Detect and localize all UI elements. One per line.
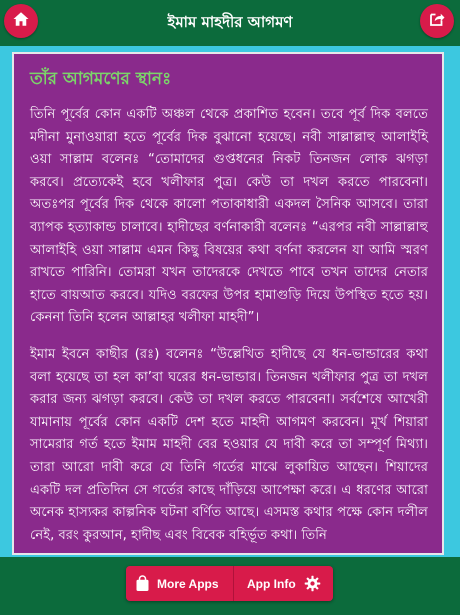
gear-icon	[304, 575, 321, 592]
app-info-label: App Info	[247, 576, 296, 591]
home-button[interactable]	[4, 4, 38, 38]
home-icon	[12, 10, 30, 32]
footer-button-group	[126, 566, 333, 601]
share-icon	[428, 10, 446, 32]
app-info-button[interactable]	[234, 566, 333, 601]
share-button[interactable]	[420, 4, 454, 38]
top-app-bar	[0, 0, 460, 46]
page-title: ইমাম মাহদীর আগমণ	[167, 12, 293, 31]
article-paragraph-1: তিনি পূর্বের কোন একটি অঞ্চল থেকে প্রকাশিত হবেন। তবে পূর্ব দিক বলতে মদীনা মুনাওয়ারা হতে পূর্বের দিক বুঝানো হয়েছে। নবী সাল্লাল্লাহু আলাইহি ওয়া সাল্লাম বলেনঃ “তোমাদের গুপ্তধনের নিকট তিনজন লোক ঝগড়া করবে। প্রত্যেকেই হবে খলীফার পুত্র। কেউ তা দখল করতে পারবেনা। অতঃপর পূর্বের দিক থেকে কালো পতাকাধারী একদল সৈনিক আসবে। তারা ব্যাপক হত্যাকান্ড চালাবে। হাদীছের বর্ণনাকারী বলেনঃ “এরপর নবী সাল্লাল্লাহু আলাইহি ওয়া সাল্লাম এমন কিছু বিষয়ের কথা বর্ণনা করলেন যা আমি স্মরণ রাখতে পারিনি। তোমরা যখন তাদেরকে দেখতে পাবে তখন তাদের নেতার হাতে বায়আত করবে। যদিও বরফের উপর হামাগুড়ি দিয়ে উপস্থিত হতে হয়। কেননা তিনি হলেন আল্লাহর খলীফা মাহদী”।	[30, 107, 428, 326]
more-apps-button[interactable]	[126, 566, 234, 601]
section-heading: তাঁর আগমণের স্থানঃ	[30, 69, 172, 89]
more-apps-label: More Apps	[157, 576, 219, 591]
shopping-bag-icon	[135, 575, 150, 592]
article-paragraph-2: ইমাম ইবনে কাছীর (রঃ) বলেনঃ “উল্লেখিত হাদীছে যে ধন-ভান্ডারের কথা বলা হয়েছে তা হল কা’বা ঘরের ধন-ভান্ডার। তিনজন খলীফার পুত্র তা দখল করার জন্য ঝগড়া করবে। কেউ তা দখল করতে পারবেনা। সর্বশেষে আখেরী যামানায় পূর্বের কোন একটি দেশ হতে মাহদী আগমণ করবেন। মূর্খ শিয়ারা সামেরার গর্ত হতে ইমাম মাহদী বের হওয়ার যে দাবী করে তা সম্পূর্ণ মিথ্যা। তারা আরো দাবী করে যে তিনি গর্তের মাঝে লুকায়িত আছেন। শিয়াদের একটি দল প্রতিদিন সে গর্তের কাছে দাঁড়িয়ে আপেক্ষা করে। এ ধরণের আরো অনেক হাস্যকর কাল্পনিক ঘটনা বর্ণিত আছে। এসমস্ত কথার পক্ষে কোন দলীল নেই, বরং কুরআন, হাদীছ এবং বিবেক বহির্ভূত কথা। তিনি	[30, 346, 428, 543]
article-content[interactable]	[12, 52, 444, 555]
